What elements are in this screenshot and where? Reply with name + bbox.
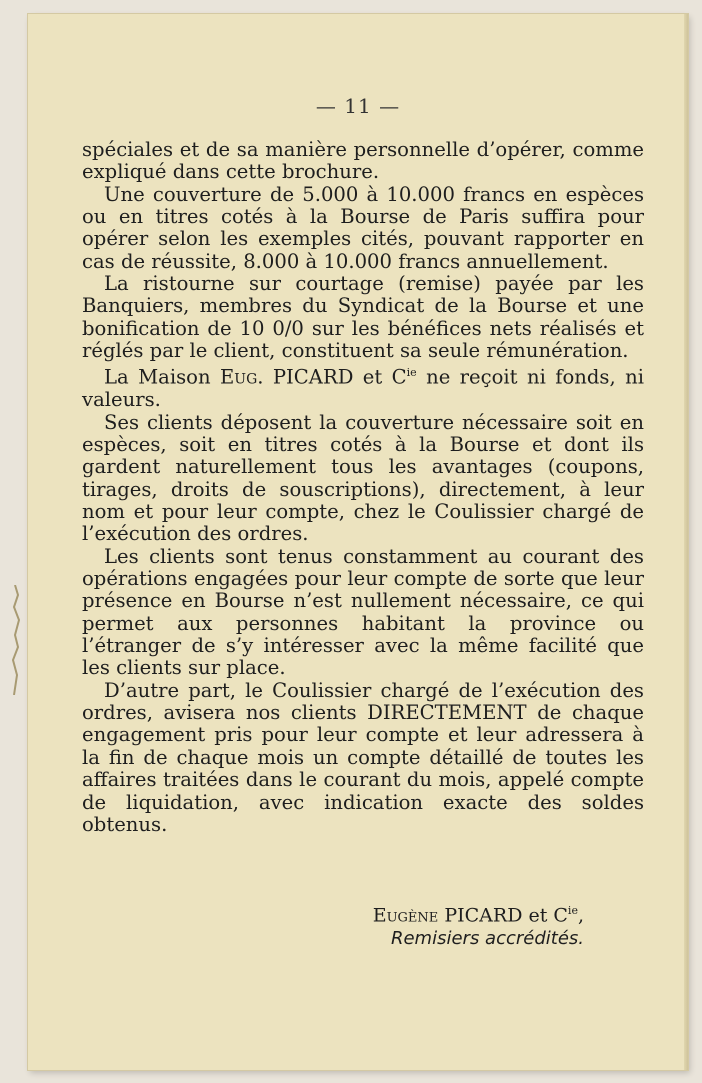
page-number: — 11 — <box>315 94 401 118</box>
signature <box>373 899 584 951</box>
maison-sup: ie <box>406 366 417 380</box>
paper-tear-mark <box>10 585 20 695</box>
maison-name: PICARD et C <box>263 365 407 389</box>
maison-before: La Maison <box>104 365 220 389</box>
signature-name-rest: PICARD et C <box>438 904 568 927</box>
signature-sup: ie <box>567 904 578 917</box>
paragraph-clients-courant: Les clients sont tenus constamment au courant des opérations engagées pour leur compte de sorte que leur présence en Bourse n’est nullement nécessaire, ce qui permet aux personnes habitant la province ou l’étranger de s’y intéresser avec la même facilité que les clients sur place. <box>82 544 644 680</box>
signature-title: Remisiers accrédités. <box>390 928 584 950</box>
signature-name <box>373 899 584 927</box>
paragraph-ristourne: La ristourne sur courtage (remise) payée par les Banquiers, membres du Syndicat de la Bourse et une bonification de 10 0/0 sur les bénéfices nets réalisés et réglés par le client, constituent sa seule rémunération. <box>82 272 644 363</box>
body-text <box>82 139 644 836</box>
paragraph-continuation: spéciales et de sa manière personnelle d’opérer, comme expliqué dans cette brochure. <box>82 138 644 184</box>
document-page <box>28 14 688 1070</box>
signature-end: , <box>577 904 584 927</box>
paragraph-coulissier: D’autre part, le Coulissier chargé de l’exécution des ordres, avisera nos clients DIRECTEMENT de chaque engagement pris pour leur compte et leur adressera à la fin de chaque mois un compte détaillé de toutes les affaires traitées dans le courant du mois, appelé compte de liquidation, avec indication exacte des soldes obtenus. <box>82 678 644 836</box>
paragraph-clients-deposent: Ses clients déposent la couverture nécessaire soit en espèces, soit en titres cotés à la Bourse et dont ils gardent naturellement tous les avantages (coupons, tirages, droits de souscriptions), directement, à leur nom et pour leur compte, chez le Coulissier chargé de l’exécution des ordres. <box>82 410 644 546</box>
maison-name-smallcaps: Eug. <box>219 365 264 389</box>
maison-after: ne reçoit ni fonds, ni valeurs. <box>82 365 644 412</box>
paragraph-couverture: Une couverture de 5.000 à 10.000 francs en espèces ou en titres cotés à la Bourse de Paris suffira pour opérer selon les exemples cités, pouvant rapporter en cas de réussite, 8.000 à 10.000 francs annuellement. <box>82 182 644 273</box>
signature-name-smallcaps: Eugène <box>372 904 439 927</box>
paragraph-maison <box>82 362 644 411</box>
page-edge <box>684 14 688 1070</box>
